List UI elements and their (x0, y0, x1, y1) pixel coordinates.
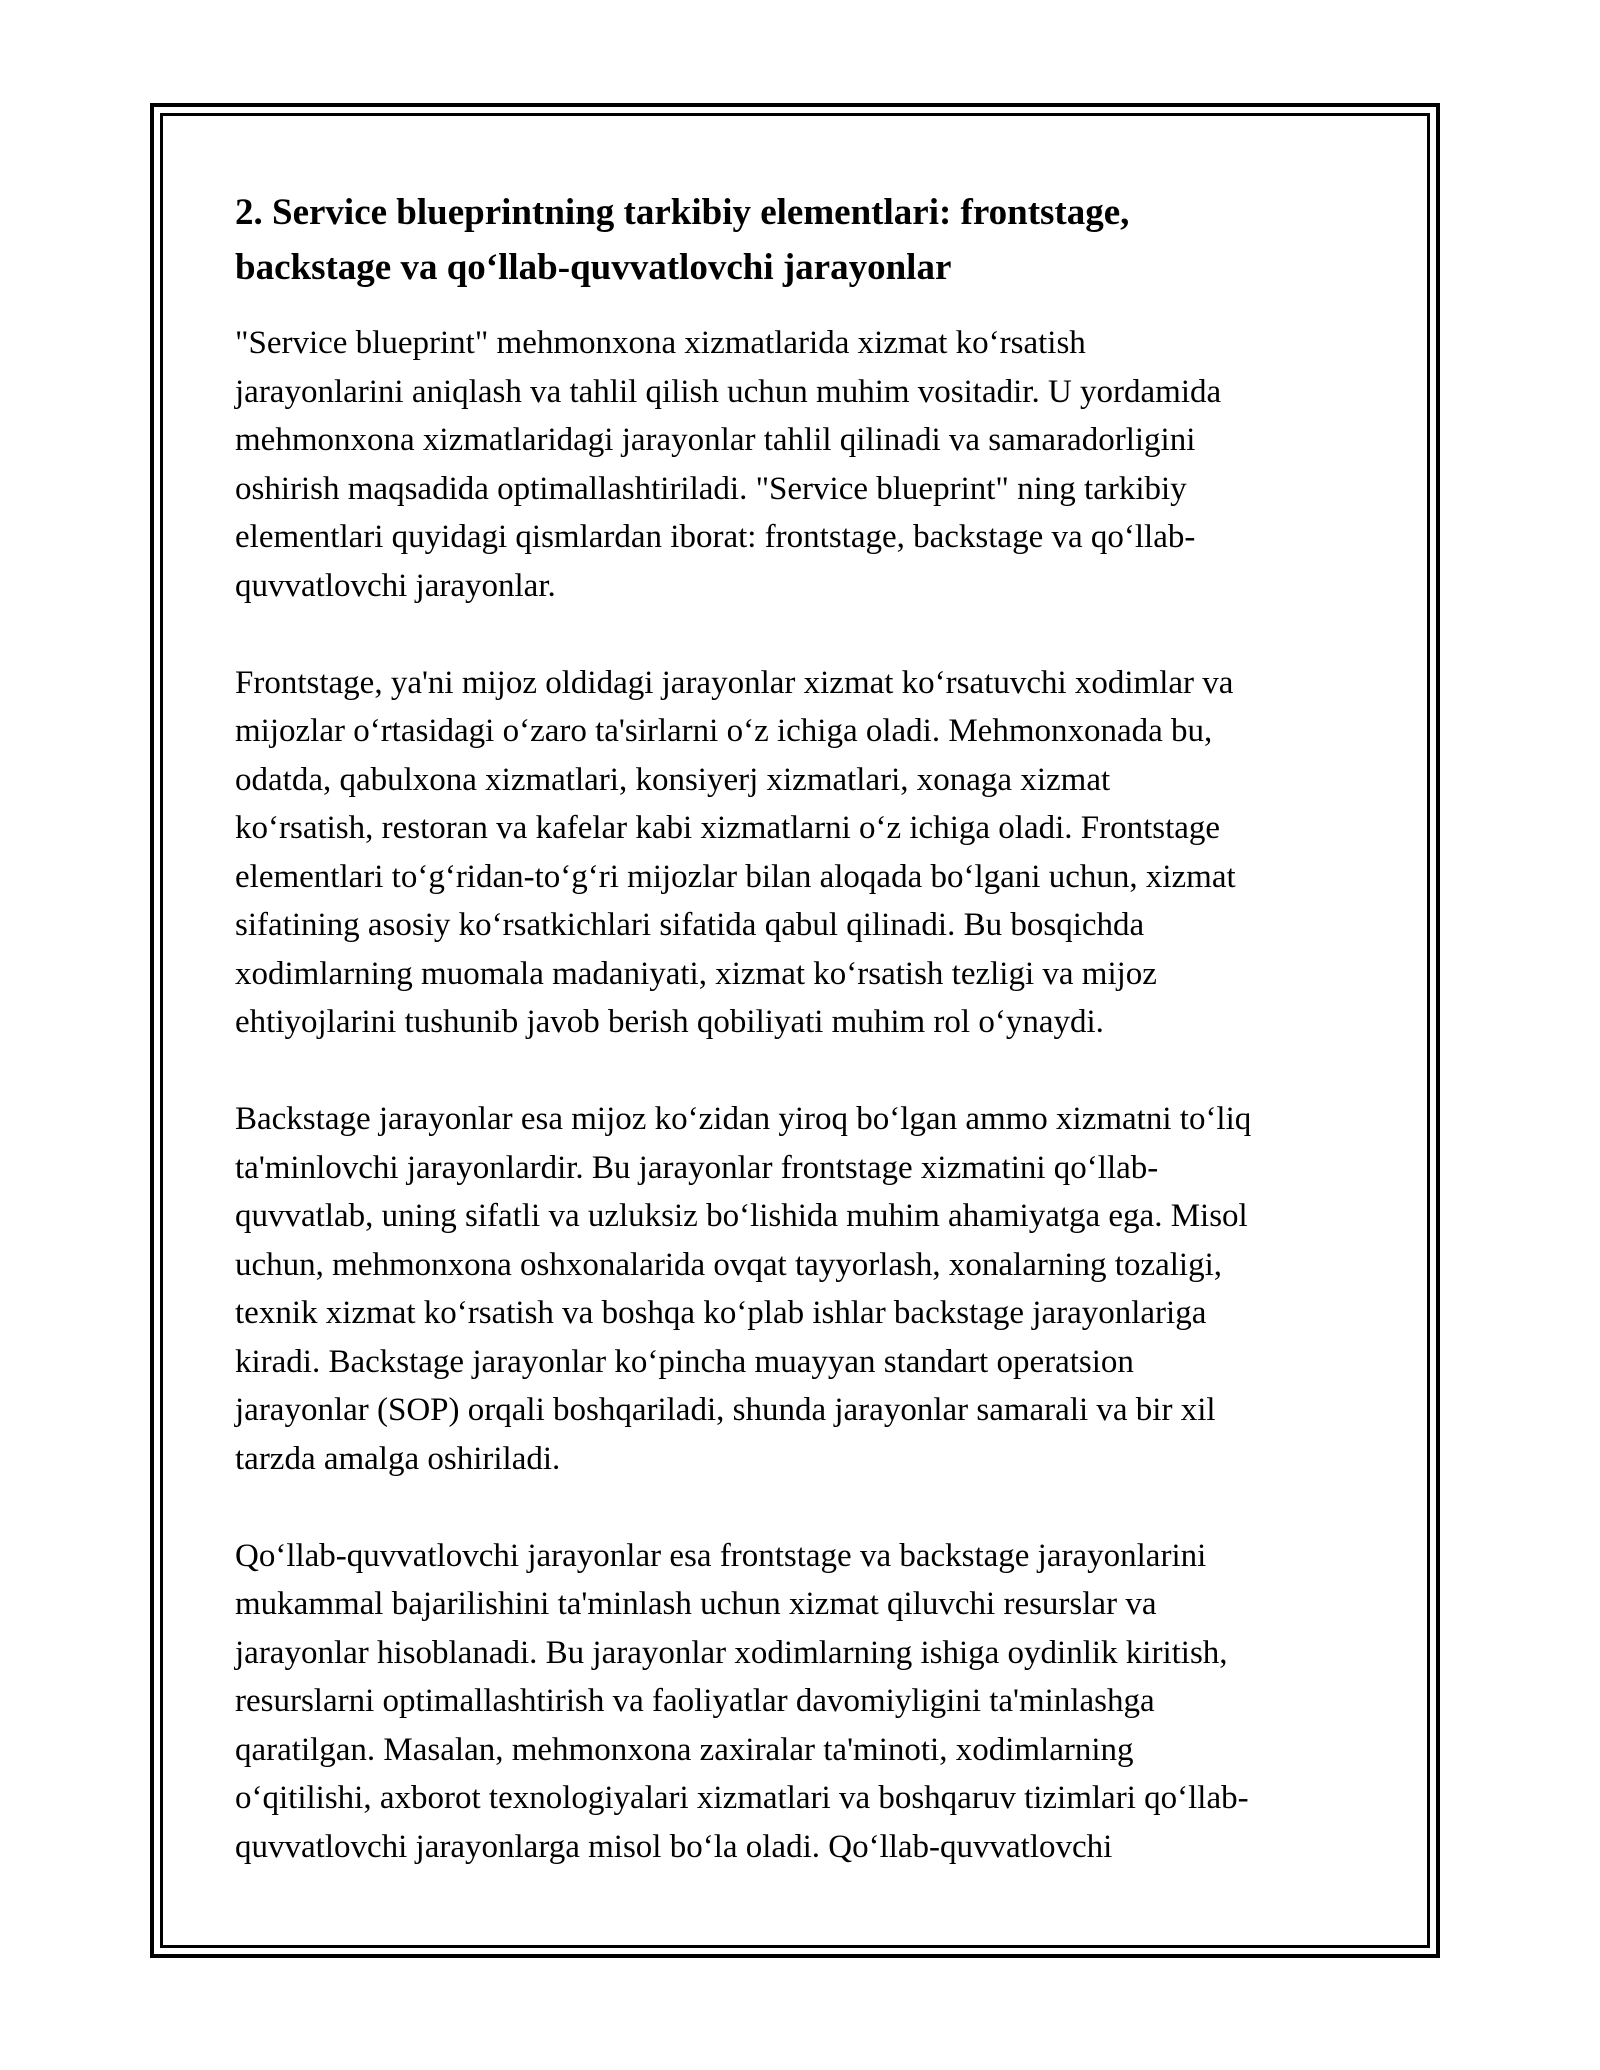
paragraph-backstage (235, 1095, 1375, 1483)
text-line: ehtiyojlarini tushunib javob berish qobiliyati muhim rol o‘ynaydi. (235, 1004, 1104, 1040)
text-line: odatda, qabulxona xizmatlari, konsiyerj xizmatlari, xonaga xizmat (235, 761, 1111, 798)
text-line: texnik xizmat ko‘rsatish va boshqa ko‘plab ishlar backstage jarayonlariga (235, 1295, 1207, 1331)
text-line: resurslarni optimallashtirish va faoliyatlar davomiyligini ta'minlashga (235, 1683, 1155, 1719)
text-line: elementlari quyidagi qismlardan iborat: frontstage, backstage va qo‘llab- (235, 519, 1196, 555)
section-heading (235, 185, 1375, 295)
text-line: Backstage jarayonlar esa mijoz ko‘zidan yiroq bo‘lgan ammo xizmatni to‘liq (235, 1101, 1252, 1137)
paragraph-intro (235, 319, 1375, 610)
text-line: qaratilgan. Masalan, mehmonxona zaxiralar ta'minoti, xodimlarning (235, 1731, 1134, 1768)
text-line: "Service blueprint" mehmonxona xizmatlarida xizmat ko‘rsatish (235, 325, 1086, 361)
paragraph-frontstage (235, 659, 1375, 1047)
text-line: Qo‘llab-quvvatlovchi jarayonlar esa frontstage va backstage jarayonlarini (235, 1537, 1207, 1574)
text-line: Frontstage, ya'ni mijoz oldidagi jarayonlar xizmat ko‘rsatuvchi xodimlar va (235, 664, 1234, 701)
text-line: ta'minlovchi jarayonlardir. Bu jarayonlar frontstage xizmatini qo‘llab- (235, 1149, 1159, 1186)
text-line: quvvatlab, uning sifatli va uzluksiz bo‘lishida muhim ahamiyatga ega. Misol (235, 1198, 1248, 1234)
text-line: o‘qitilishi, axborot texnologiyalari xizmatlari va boshqaruv tizimlari qo‘llab- (235, 1780, 1249, 1816)
text-line: jarayonlar (SOP) orqali boshqariladi, shunda jarayonlar samarali va bir xil (235, 1392, 1216, 1428)
text-line: ko‘rsatish, restoran va kafelar kabi xizmatlarni o‘z ichiga oladi. Frontstage (235, 810, 1221, 846)
text-line: mijozlar o‘rtasidagi o‘zaro ta'sirlarni o‘z ichiga oladi. Mehmonxonada bu, (235, 713, 1213, 749)
text-line: jarayonlarini aniqlash va tahlil qilish uchun muhim vositadir. U yordamida (235, 373, 1222, 410)
text-line: elementlari to‘g‘ridan-to‘g‘ri mijozlar bilan aloqada bo‘lgani uchun, xizmat (235, 858, 1236, 895)
text-line: jarayonlar hisoblanadi. Bu jarayonlar xodimlarning ishiga oydinlik kiritish, (235, 1634, 1228, 1671)
page-content (235, 185, 1375, 1920)
text-line: oshirish maqsadida optimallashtiriladi. "Service blueprint" ning tarkibiy (235, 470, 1187, 507)
text-line: kiradi. Backstage jarayonlar ko‘pincha muayyan standart operatsion (235, 1343, 1134, 1380)
text-line: uchun, mehmonxona oshxonalarida ovqat tayyorlash, xonalarning tozaligi, (235, 1246, 1223, 1283)
text-line: sifatining asosiy ko‘rsatkichlari sifatida qabul qilinadi. Bu bosqichda (235, 907, 1145, 943)
heading-line: backstage va qo‘llab-quvvatlovchi jarayonlar (235, 247, 952, 288)
text-line: mukammal bajarilishini ta'minlash uchun xizmat qiluvchi resurslar va (235, 1586, 1157, 1622)
text-line: mehmonxona xizmatlaridagi jarayonlar tahlil qilinadi va samaradorligini (235, 422, 1196, 458)
text-line: tarzda amalga oshiriladi. (235, 1440, 561, 1477)
heading-line: 2. Service blueprintning tarkibiy elementlari: frontstage, (235, 192, 1130, 233)
paragraph-support-processes (235, 1532, 1375, 1872)
text-line: xodimlarning muomala madaniyati, xizmat ko‘rsatish tezligi va mijoz (235, 955, 1157, 992)
text-line: quvvatlovchi jarayonlar. (235, 567, 556, 604)
text-line: quvvatlovchi jarayonlarga misol bo‘la oladi. Qo‘llab-quvvatlovchi (235, 1828, 1113, 1865)
